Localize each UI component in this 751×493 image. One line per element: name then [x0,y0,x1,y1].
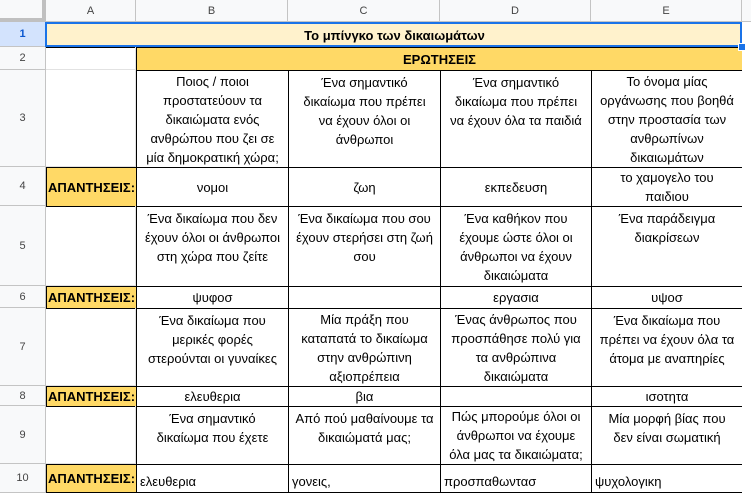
answer-cell-c10[interactable]: γονεις, [288,464,441,493]
question-cell-e7[interactable]: Ένα δικαίωμα που πρέπει να έχουν όλα τα άτομα με αναπηρίες [591,308,743,387]
question-cell-b3[interactable]: Ποιος / ποιοι προστατεύουν τα δικαιώματα ενός ανθρώπου που ζει σε μία δημοκρατική χώρα; [136,70,289,168]
cell-a2[interactable] [46,47,136,70]
row-header-7[interactable]: 7 [0,308,46,386]
question-cell-c5[interactable]: Ένα δικαίωμα που σου έχουν στερήσει στη ζωή σου [288,206,441,287]
row-header-5[interactable]: 5 [0,206,46,286]
answer-cell-d10[interactable]: προσπαθωντασ [440,464,592,493]
question-cell-d9[interactable]: Πώς μπορούμε όλοι οι άνθρωποι να έχουμε όλα μας τα δικαιώματα; [440,406,592,465]
title-cell[interactable]: Το μπίνγκο των δικαιωμάτων [46,22,743,48]
column-header-b[interactable]: B [136,0,288,22]
row-header-10[interactable]: 10 [0,464,46,493]
answer-cell-e10[interactable]: ψυχολογικη [591,464,743,493]
column-header-d[interactable]: D [440,0,591,22]
answer-cell-d6[interactable]: εργασια [440,286,592,309]
row-header-9[interactable]: 9 [0,406,46,464]
question-cell-c7[interactable]: Μία πράξη που καταπατά το δικαίωμα στην ανθρώπινη αξιοπρέπεια [288,308,441,387]
question-cell-d3[interactable]: Ένα σημαντικό δικαίωμα που πρέπει να έχουν όλα τα παιδιά [440,70,592,168]
question-cell-b9[interactable]: Ένα σημαντικό δικαίωμα που έχετε [136,406,289,465]
answer-cell-e6[interactable]: υψοσ [591,286,743,309]
cell-a3[interactable] [46,70,136,167]
column-header-f[interactable] [742,0,751,22]
column-header-a[interactable]: A [46,0,136,22]
question-cell-c3[interactable]: Ένα σημαντικό δικαίωμα που πρέπει να έχουν όλοι οι άνθρωποι [288,70,441,168]
question-cell-e5[interactable]: Ένα παράδειγμα διακρίσεων [591,206,743,287]
cell-a7[interactable] [46,308,136,386]
question-cell-d7[interactable]: Ένας άνθρωπος που προσπάθησε πολύ για τα ανθρώπινα δικαιώματα [440,308,592,387]
answer-cell-d4[interactable]: εκπεδευση [440,167,592,207]
answer-cell-c8[interactable]: βια [288,386,441,407]
question-cell-b5[interactable]: Ένα δικαίωμα που δεν έχουν όλοι οι άνθρωποι στη χώρα που ζείτε [136,206,289,287]
fill-handle[interactable] [738,43,746,51]
question-cell-c9[interactable]: Από πού μαθαίνουμε τα δικαιώματά μας; [288,406,441,465]
row-header-2[interactable]: 2 [0,47,46,70]
column-f-edge [742,22,751,493]
answer-cell-e4[interactable]: το χαμογελο του παιδιου [591,167,743,207]
answer-cell-e8[interactable]: ισοτητα [591,386,743,407]
column-header-c[interactable]: C [288,0,440,22]
row-header-8[interactable]: 8 [0,386,46,406]
question-cell-d5[interactable]: Ένα καθήκον που έχουμε ώστε όλοι οι άνθρωποι να έχουν δικαιώματα [440,206,592,287]
row-header-1[interactable]: 1 [0,22,46,47]
answer-cell-c6[interactable] [288,286,441,309]
answer-cell-c4[interactable]: ζωη [288,167,441,207]
answer-cell-b4[interactable]: νομοι [136,167,289,207]
answer-cell-d8[interactable] [440,386,592,407]
question-cell-e3[interactable]: Το όνομα μίας οργάνωσης που βοηθά στην προστασία των ανθρωπίνων δικαιωμάτων [591,70,743,168]
cell-a5[interactable] [46,206,136,286]
cell-a9[interactable] [46,406,136,464]
answers-label-row4[interactable]: ΑΠΑΝΤΗΣΕΙΣ: [46,167,137,207]
select-all-corner[interactable] [0,0,46,22]
row-header-6[interactable]: 6 [0,286,46,308]
row-header-4[interactable]: 4 [0,167,46,206]
answers-label-row10[interactable]: ΑΠΑΝΤΗΣΕΙΣ: [46,464,137,493]
answer-cell-b8[interactable]: ελευθερια [136,386,289,407]
column-header-e[interactable]: E [591,0,742,22]
answer-cell-b6[interactable]: ψυφοσ [136,286,289,309]
answer-cell-b10[interactable]: ελευθερια [136,464,289,493]
question-cell-b7[interactable]: Ένα δικαίωμα που μερικές φορές στερούνται οι γυναίκες [136,308,289,387]
answers-label-row6[interactable]: ΑΠΑΝΤΗΣΕΙΣ: [46,286,137,309]
row-header-3[interactable]: 3 [0,70,46,167]
question-cell-e9[interactable]: Μία μορφή βίας που δεν είναι σωματική [591,406,743,465]
answers-label-row8[interactable]: ΑΠΑΝΤΗΣΕΙΣ: [46,386,137,407]
questions-header-cell[interactable]: ΕΡΩΤΗΣΕΙΣ [136,47,743,71]
